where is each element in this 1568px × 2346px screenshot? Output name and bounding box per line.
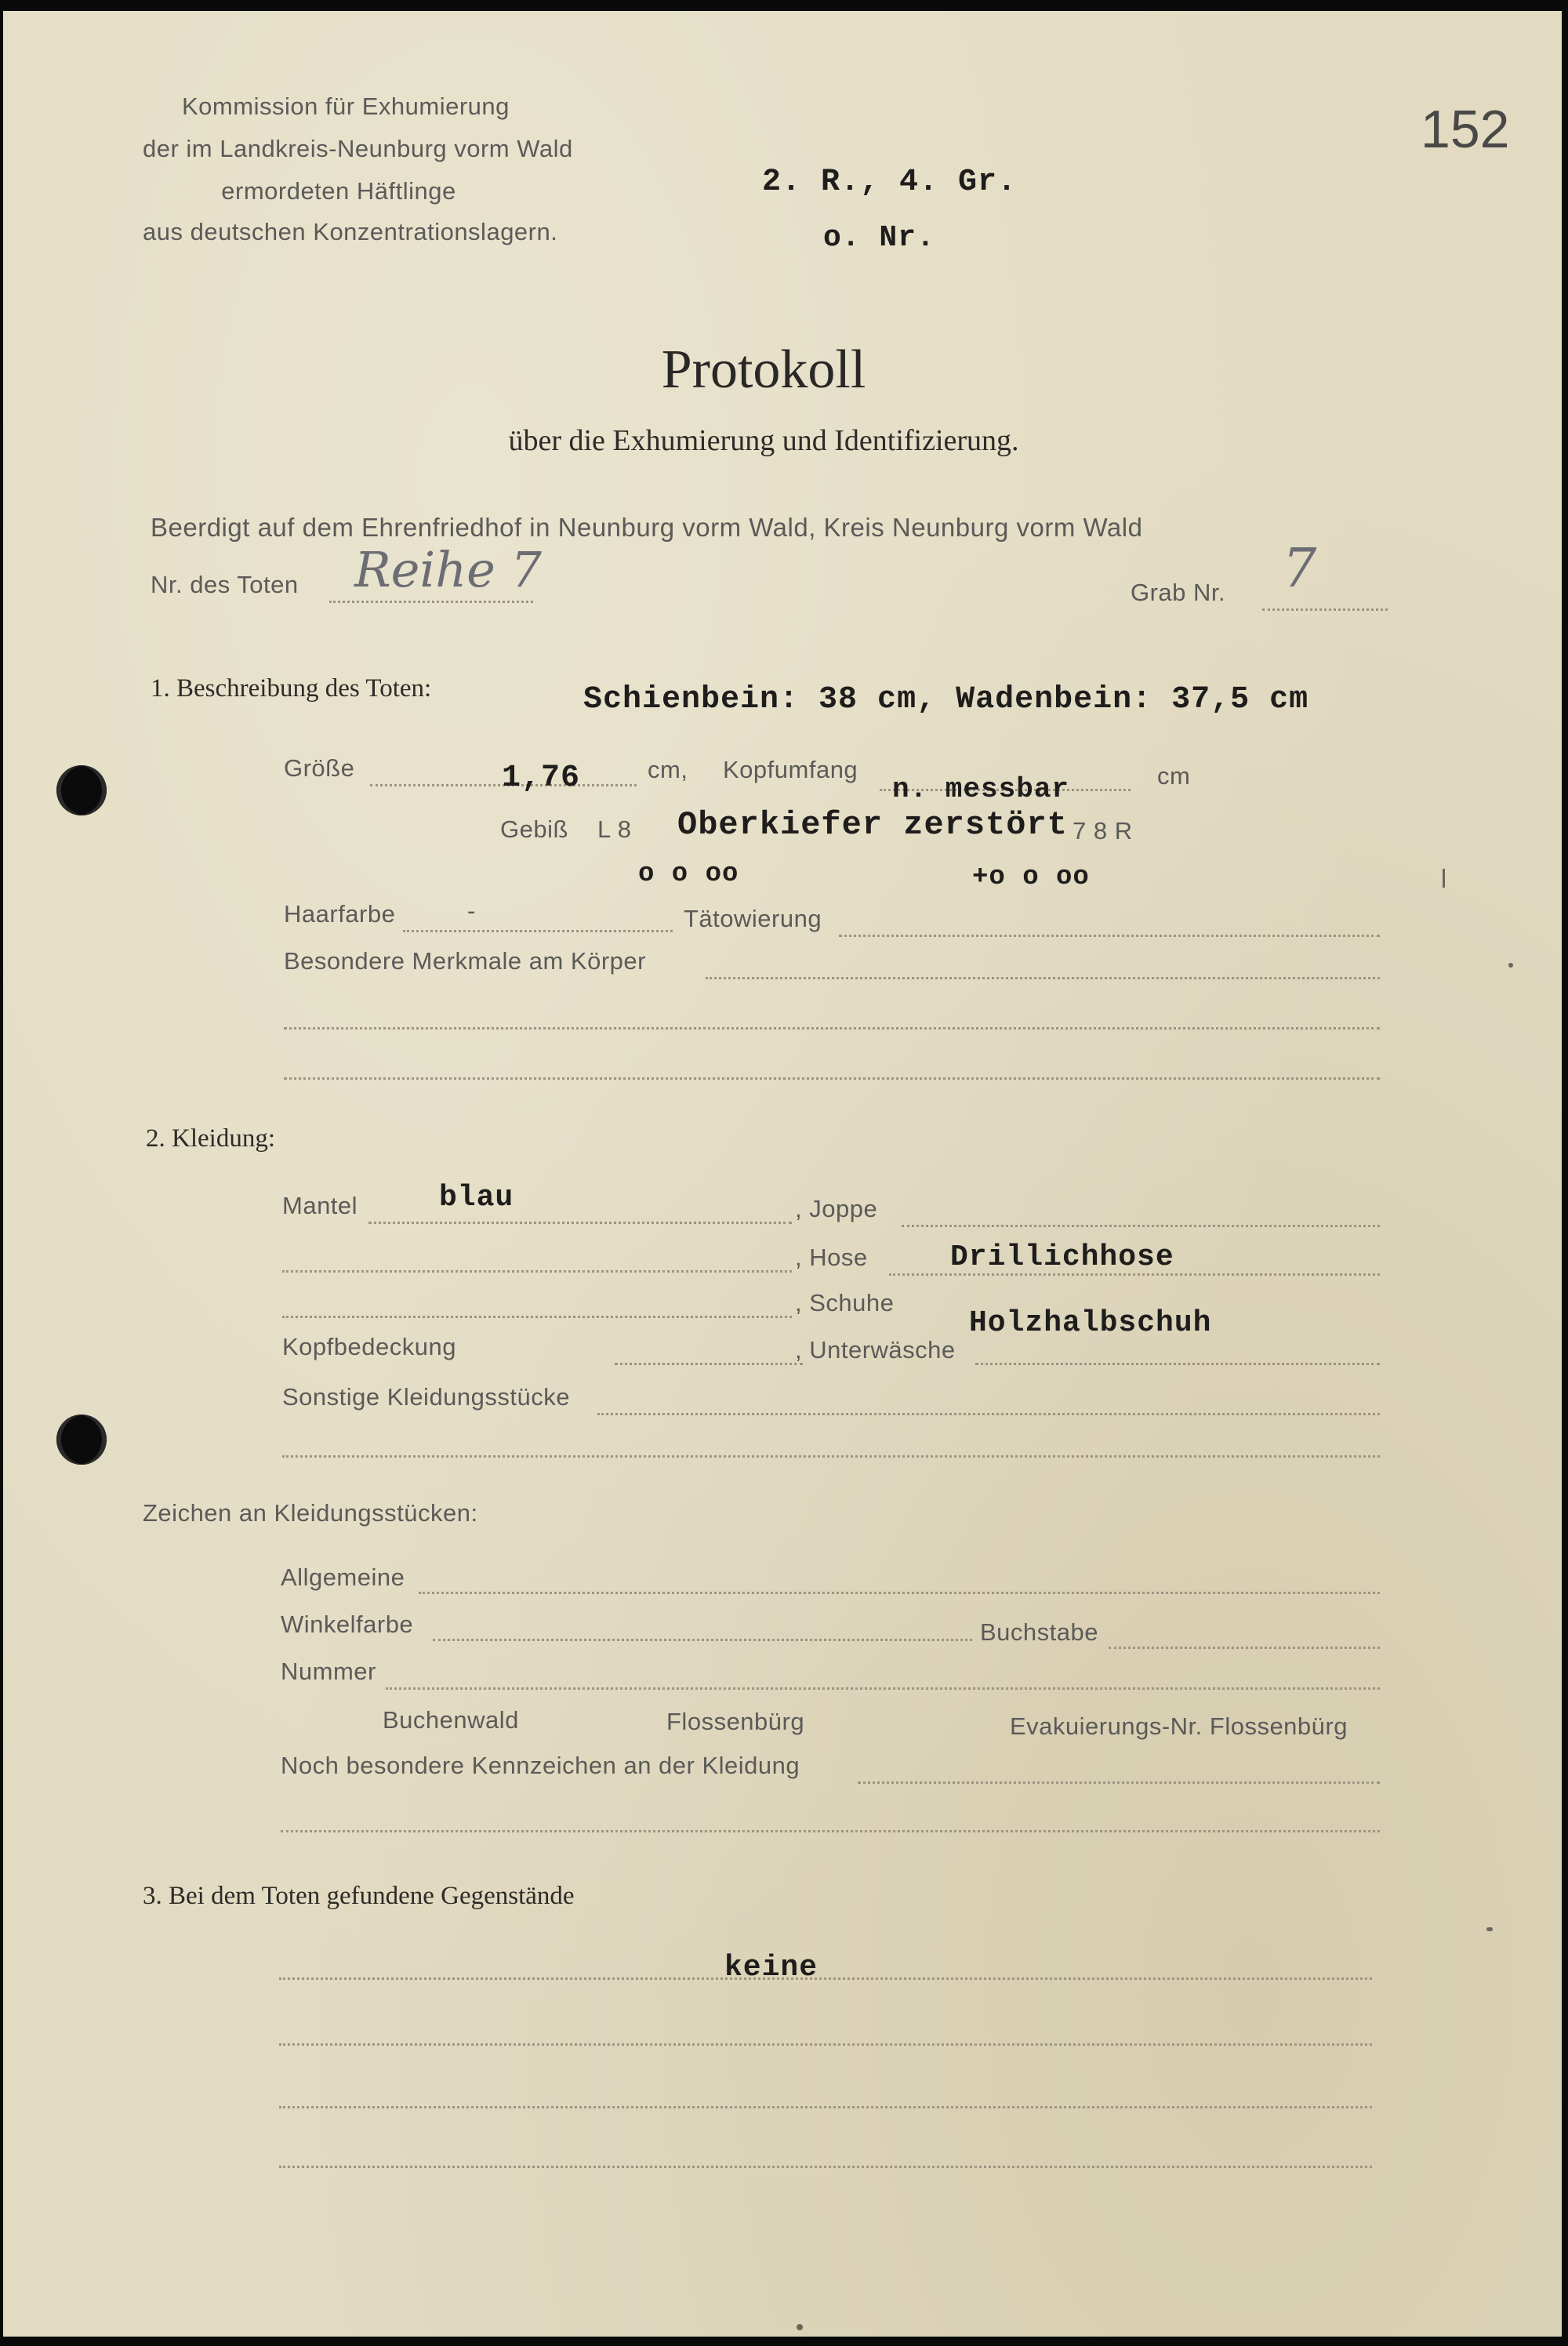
paper-speck xyxy=(1508,963,1513,968)
evakuierung-label: Evakuierungs-Nr. Flossenbürg xyxy=(1010,1712,1348,1740)
taetowierung-line xyxy=(839,935,1380,937)
merkmale-line-1 xyxy=(706,977,1380,979)
burial-place: Beerdigt auf dem Ehrenfriedhof in Neunburg vorm Wald, Kreis Neunburg vorm Wald xyxy=(151,513,1143,542)
section-1-heading: 1. Beschreibung des Toten: xyxy=(151,674,432,703)
haarfarbe-label: Haarfarbe xyxy=(284,900,396,928)
found-items-line-1 xyxy=(279,1977,1372,1980)
sonstige-line-1 xyxy=(597,1413,1380,1415)
protocol-document xyxy=(3,11,1562,2337)
found-items-line-4 xyxy=(279,2166,1372,2168)
teeth-right-value: +o o oo xyxy=(972,862,1090,892)
besondere-kennzeichen-line-1 xyxy=(858,1781,1380,1784)
allgemeine-line xyxy=(419,1592,1380,1594)
page-subtitle: über die Exhumierung und Identifizierung. xyxy=(508,424,1019,457)
found-items-line-2 xyxy=(279,2043,1372,2046)
section-3-heading: 3. Bei dem Toten gefundene Gegenstände xyxy=(143,1882,575,1910)
gebiss-value: Oberkiefer zerstört xyxy=(677,806,1068,844)
nr-des-toten-value: Reihe 7 xyxy=(354,541,542,598)
marks-heading: Zeichen an Kleidungsstücken: xyxy=(143,1499,478,1527)
gebiss-left-label: L 8 xyxy=(597,815,632,843)
taetowierung-label: Tätowierung xyxy=(684,905,822,932)
grab-nr-line xyxy=(1262,608,1388,611)
commission-line-4: aus deutschen Konzentrationslagern. xyxy=(143,218,558,245)
unterwaesche-line xyxy=(975,1363,1380,1365)
flossenbuerg-label: Flossenbürg xyxy=(666,1708,805,1735)
haarfarbe-value: - xyxy=(467,897,476,924)
merkmale-line-2 xyxy=(284,1027,1380,1030)
joppe-line xyxy=(902,1225,1380,1227)
grab-nr-label: Grab Nr. xyxy=(1131,579,1226,606)
reference-group: 2. R., 4. Gr. xyxy=(762,165,1018,200)
description-value: Schienbein: 38 cm, Wadenbein: 37,5 cm xyxy=(583,682,1309,717)
commission-line-3: ermordeten Häftlinge xyxy=(221,177,456,205)
commission-line-2: der im Landkreis-Neunburg vorm Wald xyxy=(143,135,573,162)
groesse-unit: cm, xyxy=(648,756,688,783)
mantel-value: blau xyxy=(439,1181,514,1215)
groesse-label: Größe xyxy=(284,754,355,782)
schuhe-label: , Schuhe xyxy=(795,1289,895,1316)
nummer-label: Nummer xyxy=(281,1658,376,1685)
merkmale-label: Besondere Merkmale am Körper xyxy=(284,947,646,975)
kopfbedeckung-line xyxy=(615,1363,803,1365)
punch-hole-top xyxy=(56,765,107,815)
reference-number: o. Nr. xyxy=(823,221,935,255)
hose-label: , Hose xyxy=(795,1244,868,1271)
sonstige-label: Sonstige Kleidungsstücke xyxy=(282,1383,571,1411)
besondere-kennzeichen-line-2 xyxy=(281,1830,1380,1832)
gebiss-right-label: 7 8 R xyxy=(1073,817,1133,844)
punch-hole-bottom xyxy=(56,1414,107,1465)
joppe-label: , Joppe xyxy=(795,1195,878,1222)
besondere-kennzeichen-label: Noch besondere Kennzeichen an der Kleidung xyxy=(281,1752,800,1779)
paper-speck xyxy=(1486,1927,1493,1931)
winkelfarbe-line xyxy=(433,1639,972,1641)
kopfumfang-value: n. messbar xyxy=(892,773,1070,805)
kopfbedeckung-label: Kopfbedeckung xyxy=(282,1333,456,1360)
clothing-line-3 xyxy=(282,1316,792,1318)
merkmale-line-3 xyxy=(284,1077,1380,1080)
page-title: Protokoll xyxy=(661,340,866,400)
paper-speck xyxy=(797,2324,803,2330)
nr-des-toten-label: Nr. des Toten xyxy=(151,571,299,598)
found-items-value: keine xyxy=(724,1951,818,1985)
paper-mark xyxy=(1443,869,1445,888)
commission-line-1: Kommission für Exhumierung xyxy=(182,93,510,120)
hose-value: Drillichhose xyxy=(950,1240,1174,1274)
sonstige-line-2 xyxy=(282,1455,1380,1458)
grab-nr-value: 7 xyxy=(1283,538,1317,600)
kopfumfang-unit: cm xyxy=(1157,762,1191,790)
buchstabe-line xyxy=(1109,1647,1380,1649)
unterwaesche-label: , Unterwäsche xyxy=(795,1336,956,1364)
mantel-label: Mantel xyxy=(282,1192,358,1219)
teeth-left-value: o o oo xyxy=(638,859,739,889)
nr-des-toten-line xyxy=(329,601,533,603)
groesse-value: 1,76 xyxy=(502,761,581,796)
buchstabe-label: Buchstabe xyxy=(980,1618,1098,1646)
kopfumfang-label: Kopfumfang xyxy=(723,756,858,783)
buchenwald-label: Buchenwald xyxy=(383,1706,519,1734)
clothing-line-2 xyxy=(282,1270,792,1273)
found-items-line-3 xyxy=(279,2106,1372,2108)
winkelfarbe-label: Winkelfarbe xyxy=(281,1611,414,1638)
haarfarbe-line xyxy=(403,930,673,932)
schuhe-value: Holzhalbschuh xyxy=(969,1306,1212,1340)
page-number: 152 xyxy=(1421,100,1510,159)
allgemeine-label: Allgemeine xyxy=(281,1563,405,1591)
mantel-line xyxy=(368,1222,792,1224)
gebiss-label: Gebiß xyxy=(500,815,568,843)
section-2-heading: 2. Kleidung: xyxy=(146,1124,275,1153)
nummer-line xyxy=(386,1687,1380,1690)
